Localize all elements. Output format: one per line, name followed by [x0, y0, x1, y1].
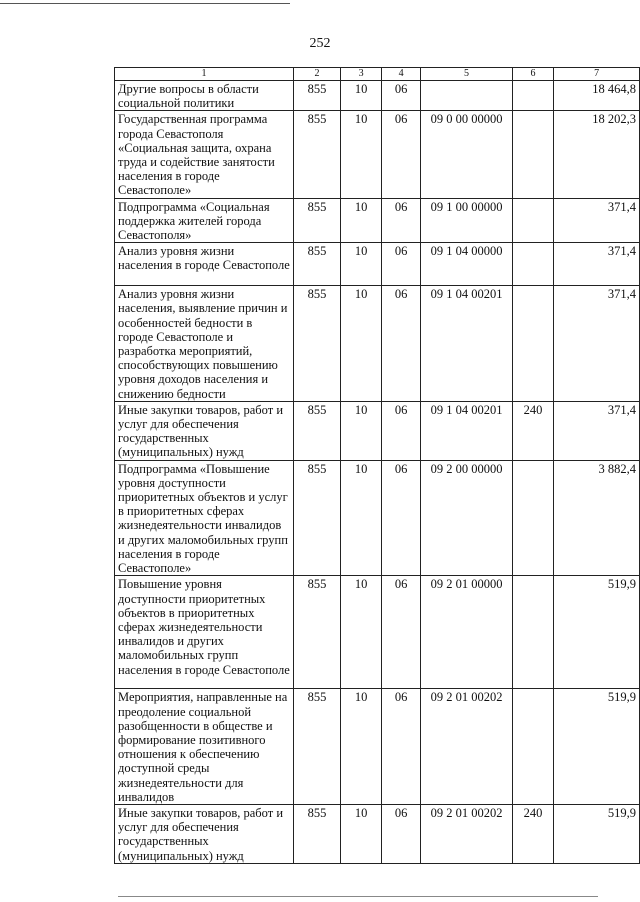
row-name: Подпрограмма «Повышение уровня доступности приоритетных объектов и услуг в приоритетных сферах жизнедеятельности инвалидов и других маломобильных групп населения в городе Севастополе»: [115, 460, 294, 576]
row-amount: 519,9: [554, 689, 640, 805]
row-amount: 3 882,4: [554, 460, 640, 576]
row-ministry: 855: [294, 401, 341, 460]
row-amount: 519,9: [554, 804, 640, 863]
row-expense-type: [512, 111, 553, 198]
row-expense-type: [512, 198, 553, 243]
row-name: Повышение уровня доступности приоритетных объектов в приоритетных сферах жизнедеятельности инвалидов и других маломобильных групп населения в городе Севастополе: [115, 576, 294, 689]
row-name: Другие вопросы в области социальной политики: [115, 81, 294, 111]
row-subsection: 06: [382, 401, 421, 460]
row-amount: 371,4: [554, 198, 640, 243]
row-expense-type: [512, 243, 553, 286]
row-amount: 18 202,3: [554, 111, 640, 198]
row-expense-type: 240: [512, 401, 553, 460]
bottom-rule: [118, 896, 598, 897]
row-expense-type: [512, 689, 553, 805]
row-section: 10: [341, 460, 382, 576]
top-rule: [0, 3, 290, 4]
header-col-2: 2: [294, 68, 341, 81]
row-ministry: 855: [294, 689, 341, 805]
row-amount: 18 464,8: [554, 81, 640, 111]
row-name: Мероприятия, направленные на преодоление социальной разобщенности в обществе и формирование позитивного отношения к обеспечению доступной среды жизнедеятельности для инвалидов: [115, 689, 294, 805]
row-target-code: [421, 81, 513, 111]
row-section: 10: [341, 286, 382, 402]
row-subsection: 06: [382, 460, 421, 576]
row-ministry: 855: [294, 198, 341, 243]
table-row: [115, 111, 640, 198]
row-expense-type: [512, 460, 553, 576]
header-col-3: 3: [341, 68, 382, 81]
row-section: 10: [341, 576, 382, 689]
row-subsection: 06: [382, 286, 421, 402]
row-section: 10: [341, 111, 382, 198]
row-target-code: 09 2 01 00202: [421, 804, 513, 863]
table-row: [115, 401, 640, 460]
row-target-code: 09 2 01 00000: [421, 576, 513, 689]
row-amount: 371,4: [554, 243, 640, 286]
row-section: 10: [341, 689, 382, 805]
row-name: Иные закупки товаров, работ и услуг для обеспечения государственных (муниципальных) нужд: [115, 401, 294, 460]
row-name: Анализ уровня жизни населения, выявление причин и особенностей бедности в городе Севастополе и разработка мероприятий, способствующих повышению уровня доходов населения и снижению бедности: [115, 286, 294, 402]
header-col-6: 6: [512, 68, 553, 81]
header-col-4: 4: [382, 68, 421, 81]
table-row: [115, 286, 640, 402]
row-expense-type: [512, 286, 553, 402]
row-section: 10: [341, 804, 382, 863]
table-row: [115, 576, 640, 689]
table-row: [115, 243, 640, 286]
row-ministry: 855: [294, 460, 341, 576]
page-number: 252: [309, 36, 331, 51]
row-ministry: 855: [294, 81, 341, 111]
header-col-5: 5: [421, 68, 513, 81]
row-subsection: 06: [382, 81, 421, 111]
row-target-code: 09 1 04 00201: [421, 286, 513, 402]
row-name: Подпрограмма «Социальная поддержка жителей города Севастополя»: [115, 198, 294, 243]
row-expense-type: [512, 576, 553, 689]
row-subsection: 06: [382, 804, 421, 863]
table-row: [115, 689, 640, 805]
row-target-code: 09 1 04 00000: [421, 243, 513, 286]
row-subsection: 06: [382, 243, 421, 286]
row-subsection: 06: [382, 576, 421, 689]
row-subsection: 06: [382, 111, 421, 198]
row-subsection: 06: [382, 689, 421, 805]
row-target-code: 09 2 01 00202: [421, 689, 513, 805]
row-target-code: 09 0 00 00000: [421, 111, 513, 198]
header-row: [115, 68, 640, 81]
row-amount: 371,4: [554, 401, 640, 460]
row-target-code: 09 1 00 00000: [421, 198, 513, 243]
row-expense-type: [512, 81, 553, 111]
header-col-1: 1: [115, 68, 294, 81]
row-ministry: 855: [294, 111, 341, 198]
budget-table: [114, 67, 640, 864]
table-row: [115, 804, 640, 863]
row-expense-type: 240: [512, 804, 553, 863]
row-subsection: 06: [382, 198, 421, 243]
row-name: Иные закупки товаров, работ и услуг для обеспечения государственных (муниципальных) нужд: [115, 804, 294, 863]
row-section: 10: [341, 401, 382, 460]
row-target-code: 09 1 04 00201: [421, 401, 513, 460]
row-section: 10: [341, 198, 382, 243]
header-col-7: 7: [554, 68, 640, 81]
table-row: [115, 81, 640, 111]
row-name: Государственная программа города Севастополя «Социальная защита, охрана труда и содействие занятости населения в городе Севастополе»: [115, 111, 294, 198]
row-section: 10: [341, 81, 382, 111]
table-row: [115, 198, 640, 243]
row-ministry: 855: [294, 804, 341, 863]
row-amount: 519,9: [554, 576, 640, 689]
row-ministry: 855: [294, 576, 341, 689]
row-ministry: 855: [294, 286, 341, 402]
row-ministry: 855: [294, 243, 341, 286]
row-amount: 371,4: [554, 286, 640, 402]
table-row: [115, 460, 640, 576]
row-name: Анализ уровня жизни населения в городе Севастополе: [115, 243, 294, 286]
row-section: 10: [341, 243, 382, 286]
row-target-code: 09 2 00 00000: [421, 460, 513, 576]
